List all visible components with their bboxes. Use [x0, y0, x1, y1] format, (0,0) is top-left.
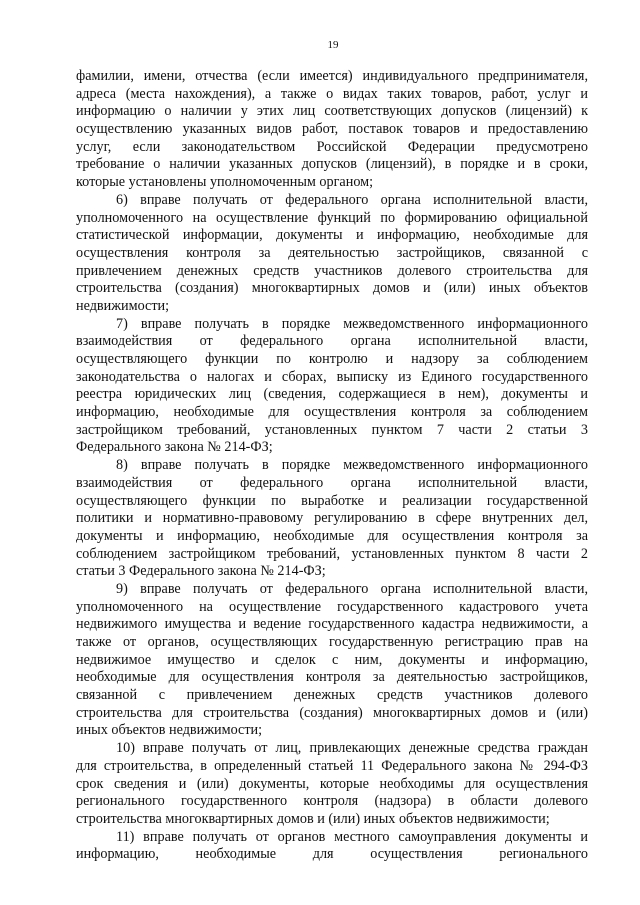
text-line: информацию, необходимые для осуществления контроля за соблюдением — [76, 404, 588, 421]
text-line: уполномоченного на осуществление функций по формированию официальной — [76, 209, 588, 226]
text-line: осуществляющего функции по выработке и реализации государственной — [76, 492, 588, 509]
text-line: также от органов, осуществляющих государственную регистрацию прав на — [76, 634, 588, 650]
text-line: взаимодействия от федерального органа исполнительной власти, — [76, 333, 588, 350]
text-line: 10) вправе получать от лиц, привлекающих денежные средства граждан — [116, 740, 588, 757]
text-line: застройщиком требований, установленных пунктом 7 части 2 статьи 3 — [76, 421, 588, 438]
text-line: информацию о наличии у этих лиц соответствующих допусков (лицензий) к — [76, 103, 588, 120]
text-line: осуществлению указанных видов работ, поставок товаров и предоставлению — [76, 121, 588, 138]
text-line: адреса (места нахождения), а также о видах таких товаров, работ, услуг и — [76, 85, 588, 102]
text-line: документы и информацию, необходимые для осуществления контроля за — [76, 527, 588, 544]
text-line: срок сведения и (или) документы, которые необходимы для осуществления — [76, 775, 588, 792]
text-line: соблюдением застройщиком требований, установленных пунктом 8 части 2 — [76, 545, 588, 562]
text-line: осуществления контроля за деятельностью застройщиков, связанной с — [76, 244, 588, 261]
text-line: строительства (создания) многоквартирных домов и (или) иных объектов — [76, 280, 588, 297]
text-line: законодательства о налогах и сборах, выписку из Единого государственного — [76, 368, 588, 385]
text-line: статьи 3 Федерального закона № 214-ФЗ; — [76, 563, 326, 580]
text-line: строительства для строительства (создания) многоквартирных домов и (или) — [76, 704, 588, 721]
text-line: Федерального закона № 214-ФЗ; — [76, 439, 273, 456]
body-text — [76, 68, 588, 864]
text-line: регионального государственного контроля (надзора) в области долевого — [76, 793, 588, 810]
text-line: недвижимого имущества и ведение государственного кадастра недвижимости, а — [76, 616, 588, 633]
text-line: необходимые для осуществления контроля за деятельностью застройщиков, — [76, 669, 588, 686]
text-line: связанной с привлечением денежных средств участников долевого — [76, 687, 588, 704]
text-line: 8) вправе получать в порядке межведомственного информационного — [116, 457, 588, 474]
text-line: осуществляющего функции по контролю и надзору за соблюдением — [76, 351, 588, 367]
text-line: статистической информации, документы и информацию, необходимые для — [76, 227, 588, 244]
text-line: для строительства, в определенный статьей 11 Федерального закона № 294-ФЗ — [76, 757, 588, 774]
text-line: 9) вправе получать от федерального органа исполнительной власти, — [116, 580, 588, 597]
text-line: 6) вправе получать от федерального органа исполнительной власти, — [116, 191, 588, 208]
text-line: реестра юридических лиц (сведения, содержащиеся в нем), документы и — [76, 386, 588, 403]
text-line: 7) вправе получать в порядке межведомственного информационного — [116, 315, 588, 332]
page-number: 19 — [327, 39, 339, 51]
text-line: иных объектов недвижимости; — [76, 722, 263, 739]
text-line: информацию, необходимые для осуществления регионального — [76, 846, 588, 863]
text-line: уполномоченного на осуществление государственного кадастрового учета — [76, 598, 588, 615]
text-line: политики и нормативно-правовому регулированию в сфере внутренних дел, — [76, 510, 588, 527]
text-line: которые установлены уполномоченным органом; — [76, 174, 374, 191]
text-line: взаимодействия от федерального органа исполнительной власти, — [76, 474, 588, 491]
text-line: недвижимое имущество и сделок с ним, документы и информацию, — [76, 651, 588, 668]
text-line: 11) вправе получать от органов местного самоуправления документы и — [116, 828, 588, 845]
text-line: недвижимости; — [76, 297, 170, 314]
text-line: привлечением денежных средств участников долевого строительства для — [76, 262, 588, 279]
text-line: требование о наличии указанных допусков (лицензий), в порядке и в сроки, — [76, 156, 588, 173]
text-line: строительства многоквартирных домов и (или) иных объектов недвижимости; — [76, 810, 550, 827]
text-line: фамилии, имени, отчества (если имеется) индивидуального предпринимателя, — [76, 68, 588, 84]
text-line: услуг, если законодательством Российской Федерации предусмотрено — [76, 138, 588, 155]
